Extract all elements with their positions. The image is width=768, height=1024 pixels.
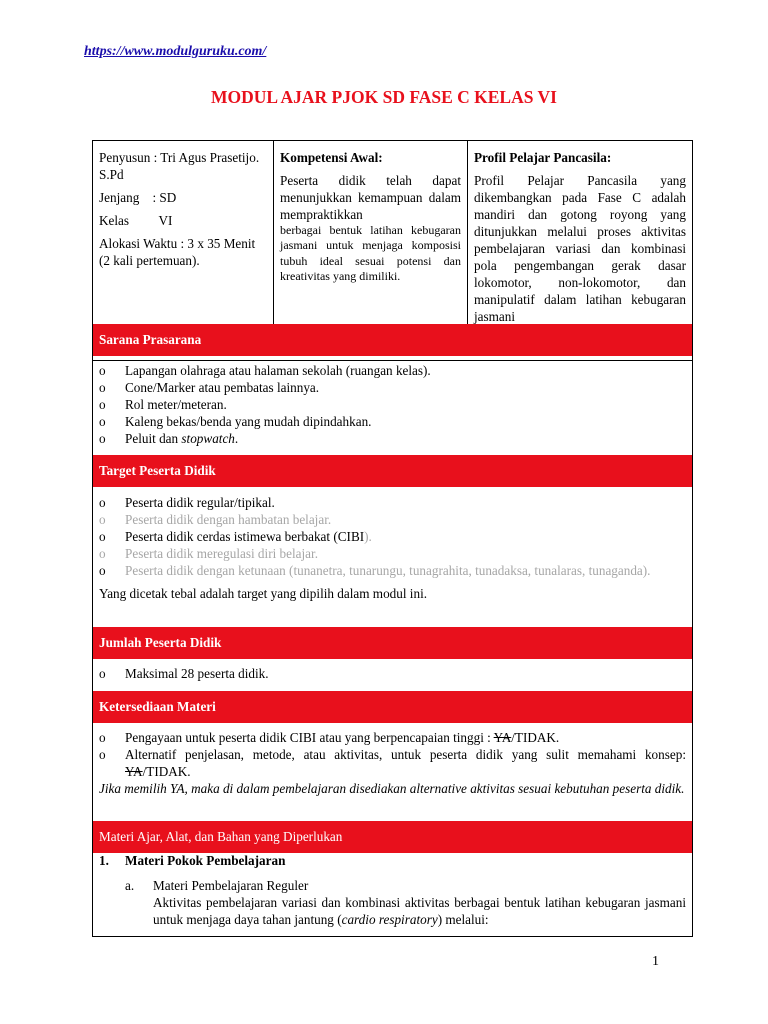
competency-cell (274, 141, 468, 324)
time-allocation-text: Alokasi Waktu : 3 x 35 Menit (2 kali pertemuan). (99, 236, 256, 268)
material-availability-header: Ketersediaan Materi (93, 691, 692, 723)
list-item: o Pengayaan untuk peserta didik CIBI atau yang berpencapaian tinggi : YA/TIDAK. (99, 730, 560, 745)
author-text: Penyusun : Tri Agus Prasetijo. S.Pd (99, 150, 260, 182)
list-item: o Peserta didik regular/tipikal. (99, 495, 275, 510)
teaching-materials-body (93, 852, 692, 928)
facilities-header: Sarana Prasarana (93, 324, 692, 356)
target-header: Target Peserta Didik (93, 455, 692, 487)
competency-text-a: Peserta didik telah dapat menunjukkan kemampuan dalam mempraktikkan (280, 173, 461, 222)
student-count-header: Jumlah Peserta Didik (93, 627, 692, 659)
teaching-materials-header: Materi Ajar, Alat, dan Bahan yang Diperlukan (93, 821, 692, 853)
list-item: o Peserta didik dengan ketunaan (tunanetra, tunarungu, tunagrahita, tunadaksa, tunalaras, tunaganda). (99, 563, 651, 578)
competency-text-b: berbagai bentuk latihan kebugaran jasmani untuk menjaga komposisi tubuh ideal sesuai potensi dan kreativitas yang dimiliki. (280, 223, 461, 283)
list-item: o Peserta didik meregulasi diri belajar. (99, 546, 318, 561)
list-item: o Peluit dan stopwatch. (99, 431, 239, 446)
list-item: o Alternatif penjelasan, metode, atau aktivitas, untuk peserta didik yang sulit memahami konsep: YA/TIDAK. (99, 747, 686, 779)
material-note: Jika memilih YA, maka di dalam pembelajaran disediakan alternative aktivitas sesuai kebutuhan peserta didik. (99, 781, 685, 796)
module-table (92, 140, 693, 937)
target-list (93, 494, 692, 602)
profile-title: Profil Pelajar Pancasila: (474, 150, 612, 165)
list-item: o Peserta didik cerdas istimewa berbakat (CIBI). (99, 529, 372, 544)
material-availability-list (93, 729, 692, 797)
level-text: Jenjang : SD (99, 190, 177, 205)
document-title: MODUL AJAR PJOK SD FASE C KELAS VI (210, 87, 557, 107)
competency-title: Kompetensi Awal: (280, 150, 383, 165)
list-item: o Cone/Marker atau pembatas lainnya. (99, 380, 320, 395)
class-text: Kelas VI (99, 213, 173, 228)
list-item: o Peserta didik dengan hambatan belajar. (99, 512, 332, 527)
target-note: Yang dicetak tebal adalah target yang dipilih dalam modul ini. (99, 586, 428, 601)
list-item: o Kaleng bekas/benda yang mudah dipindahkan. (99, 414, 372, 429)
student-count-list (93, 665, 692, 682)
list-item: o Rol meter/meteran. (99, 397, 227, 412)
author-cell (93, 141, 274, 324)
profile-cell (468, 141, 692, 324)
source-link[interactable]: https://www.modulguruku.com/ (84, 44, 267, 59)
facilities-list (93, 362, 692, 447)
regular-material: a. Materi Pembelajaran Reguler Aktivitas pembelajaran variasi dan kombinasi aktivitas berbagai bentuk latihan kebugaran jasmani untuk menjaga daya tahan jantung (cardio respiratory) melalui: (125, 878, 686, 927)
page-number: 1 (652, 954, 659, 969)
profile-text: Profil Pelajar Pancasila yang dikembangkan pada Fase C adalah mandiri dan gotong royong yang ditunjukkan melalui proses aktivitas pembelajaran variasi dan kombinasi pola pengembangan gerak dasar lokomotor, non-lokomotor, dan manipulatif dalam latihan kebugaran jasmani (474, 173, 686, 324)
main-material-heading: 1. Materi Pokok Pembelajaran (99, 853, 286, 868)
list-item: o Lapangan olahraga atau halaman sekolah (ruangan kelas). (99, 363, 431, 378)
info-row (93, 141, 692, 324)
list-item: o Maksimal 28 peserta didik. (99, 666, 269, 681)
